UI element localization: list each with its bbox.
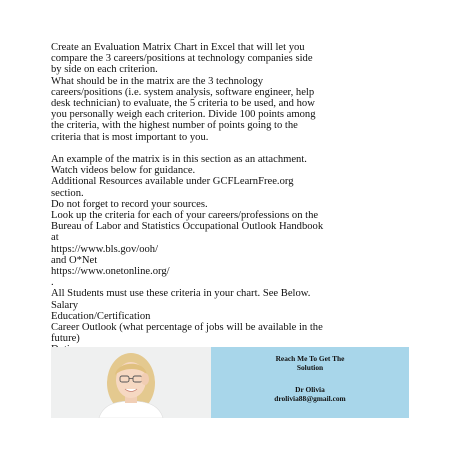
text-line: An example of the matrix is in this section as an attachment. — [51, 154, 307, 166]
text-line: Look up the criteria for each of your careers/professions on the — [51, 210, 319, 222]
text-line: All Students must use these criteria in your chart. See Below. — [51, 288, 311, 300]
text-line: by side on each criterion. — [51, 64, 158, 76]
ad-photo — [51, 347, 211, 418]
document-body — [51, 42, 413, 367]
criterion-career-outlook: Career Outlook (what percentage of jobs will be available in the — [51, 322, 323, 334]
text-line: section. — [51, 187, 84, 199]
text-line: at — [51, 232, 59, 244]
ad-contact-email[interactable]: drolivia88@gmail.com — [274, 394, 346, 403]
text-line: you personally weigh each criterion. Divide 100 points among — [51, 109, 316, 121]
text-line: Additional Resources available under GCFLearnFree.org — [51, 176, 294, 188]
text-line: Watch videos below for guidance. — [51, 165, 196, 177]
ad-headline-2: Solution — [296, 363, 324, 372]
text-line: future) — [51, 333, 80, 345]
text-line: . — [51, 277, 54, 289]
ad-contact-name: Dr Olivia — [295, 385, 325, 394]
text-line: compare the 3 careers/positions at technology companies side — [51, 53, 313, 65]
text-line: careers/positions (i.e. system analysis, software engineer, help — [51, 86, 315, 98]
criterion-salary: Salary — [51, 299, 79, 311]
text-line: and O*Net — [51, 254, 98, 266]
text-line: Create an Evaluation Matrix Chart in Excel that will let you — [51, 42, 305, 53]
text-line: Do not forget to record your sources. — [51, 198, 208, 210]
ad-text-panel — [211, 347, 409, 418]
text-line: the criteria, with the highest number of points going to the — [51, 120, 298, 132]
criterion-education: Education/Certification — [51, 310, 151, 322]
text-line: What should be in the matrix are the 3 technology — [51, 75, 264, 87]
text-line: Bureau of Labor and Statistics Occupational Outlook Handbook — [51, 221, 324, 233]
paragraph-gap — [51, 143, 413, 154]
text-line: desk technician) to evaluate, the 5 criteria to be used, and how — [51, 98, 315, 110]
url-line-onet: https://www.onetonline.org/ — [51, 266, 170, 278]
text-line: criteria that is most important to you. — [51, 131, 209, 143]
ad-headline: Reach Me To Get The — [275, 354, 345, 363]
contact-ad-banner[interactable] — [51, 347, 409, 418]
woman-photo-illustration — [51, 347, 211, 418]
url-line-bls: https://www.bls.gov/ooh/ — [51, 243, 159, 255]
